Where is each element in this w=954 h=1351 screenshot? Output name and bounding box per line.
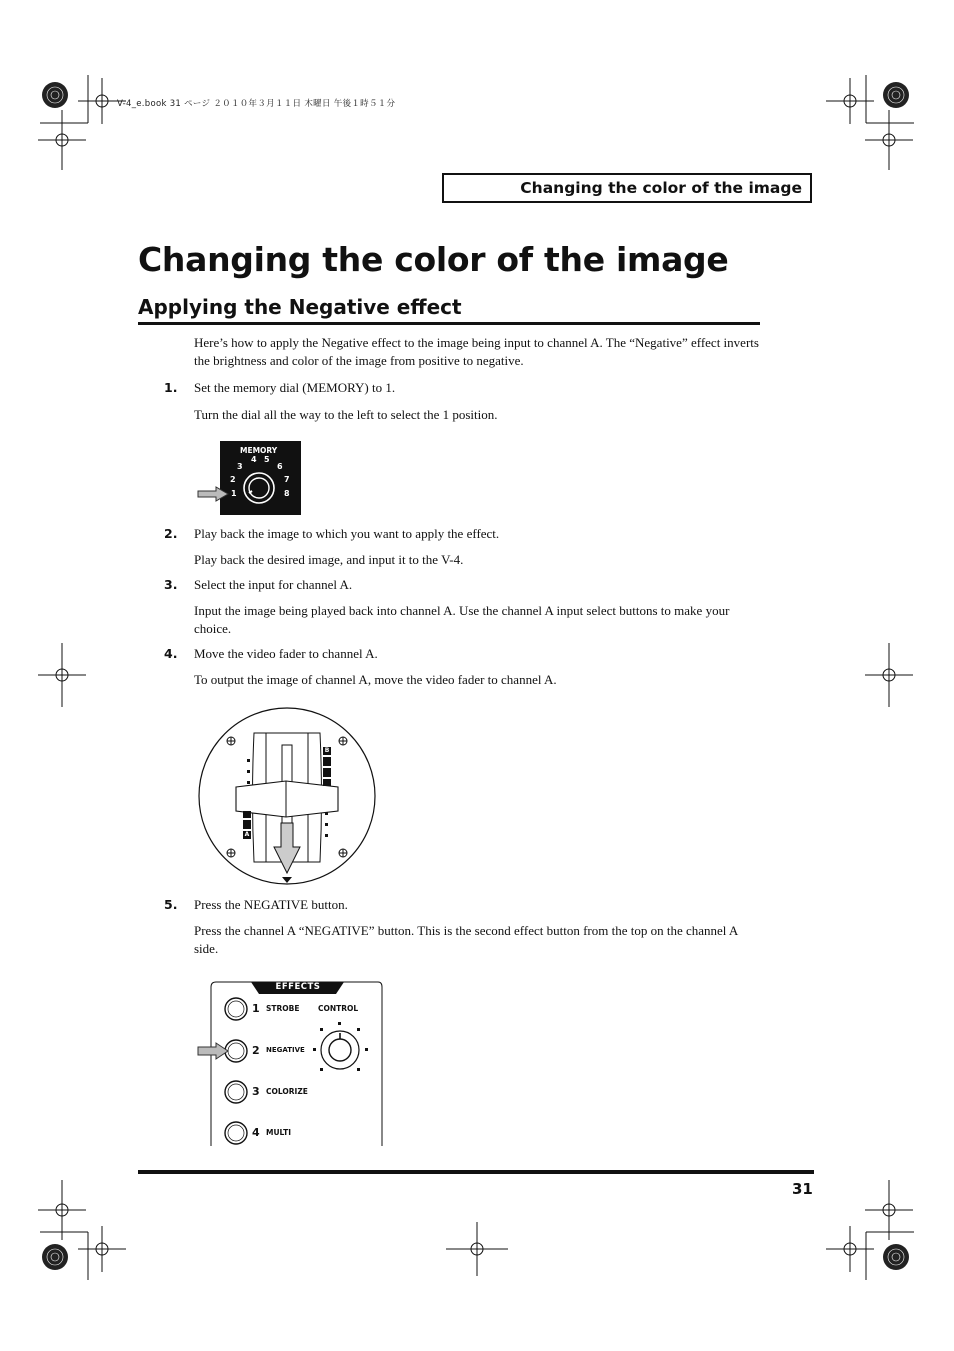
step-detail: To output the image of channel A, move the video fader to channel A.	[194, 672, 557, 687]
step-detail: Input the image being played back into channel A. Use the channel A input select buttons to make your choice.	[194, 603, 730, 636]
memory-position-6: 6	[277, 462, 283, 471]
effects-panel-illustration	[196, 981, 384, 1146]
fader-label-b: B	[324, 747, 330, 754]
memory-label: MEMORY	[240, 446, 278, 455]
memory-position-2: 2	[230, 475, 236, 484]
page-number: 31	[792, 1180, 813, 1198]
step-text: Play back the image to which you want to apply the effect.	[194, 526, 500, 541]
step-number: 3.	[164, 577, 178, 592]
intro-paragraph: Here’s how to apply the Negative effect to the image being input to channel A. The “Negative” effect inverts the brightness and color of the image from positive to negative.	[194, 335, 759, 368]
page-title: Changing the color of the image	[138, 240, 729, 279]
effect-number-4: 4	[252, 1126, 260, 1139]
memory-position-4: 4	[251, 455, 257, 464]
memory-position-7: 7	[284, 475, 290, 484]
memory-position-5: 5	[264, 455, 270, 464]
step-detail: Press the channel A “NEGATIVE” button. This is the second effect button from the top on the channel A side.	[194, 923, 738, 956]
effect-label-colorize: COLORIZE	[266, 1087, 308, 1096]
step-number: 2.	[164, 526, 178, 541]
print-meta: V-4_e.book 31 ページ ２０１０年３月１１日 木曜日 午後１時５１分	[117, 99, 396, 109]
effect-number-1: 1	[252, 1002, 260, 1015]
step-detail: Play back the desired image, and input it to the V-4.	[194, 552, 464, 567]
memory-dial-illustration	[196, 441, 302, 515]
effect-number-2: 2	[252, 1044, 260, 1057]
step-number: 1.	[164, 380, 178, 395]
effect-label-negative: NEGATIVE	[266, 1046, 305, 1054]
effect-label-strobe: STROBE	[266, 1004, 300, 1013]
step-text: Move the video fader to channel A.	[194, 646, 378, 661]
effects-header: EFFECTS	[275, 982, 321, 992]
running-header	[442, 173, 812, 203]
effect-label-multi: MULTI	[266, 1128, 291, 1137]
memory-position-1: 1	[231, 489, 237, 498]
memory-position-8: 8	[284, 489, 290, 498]
step-text: Select the input for channel A.	[194, 577, 353, 592]
section-title: Applying the Negative effect	[138, 295, 760, 325]
step-number: 4.	[164, 646, 178, 661]
video-fader-illustration	[196, 707, 378, 887]
effect-number-3: 3	[252, 1085, 260, 1098]
footer-rule	[138, 1170, 814, 1174]
memory-position-3: 3	[237, 462, 243, 471]
fader-label-a: A	[244, 831, 250, 838]
step-detail: Turn the dial all the way to the left to select the 1 position.	[194, 407, 498, 422]
control-label: CONTROL	[318, 1004, 359, 1013]
step-text: Set the memory dial (MEMORY) to 1.	[194, 380, 396, 395]
step-number: 5.	[164, 897, 178, 912]
running-header-text: Changing the color of the image	[520, 179, 802, 197]
step-text: Press the NEGATIVE button.	[194, 897, 348, 912]
